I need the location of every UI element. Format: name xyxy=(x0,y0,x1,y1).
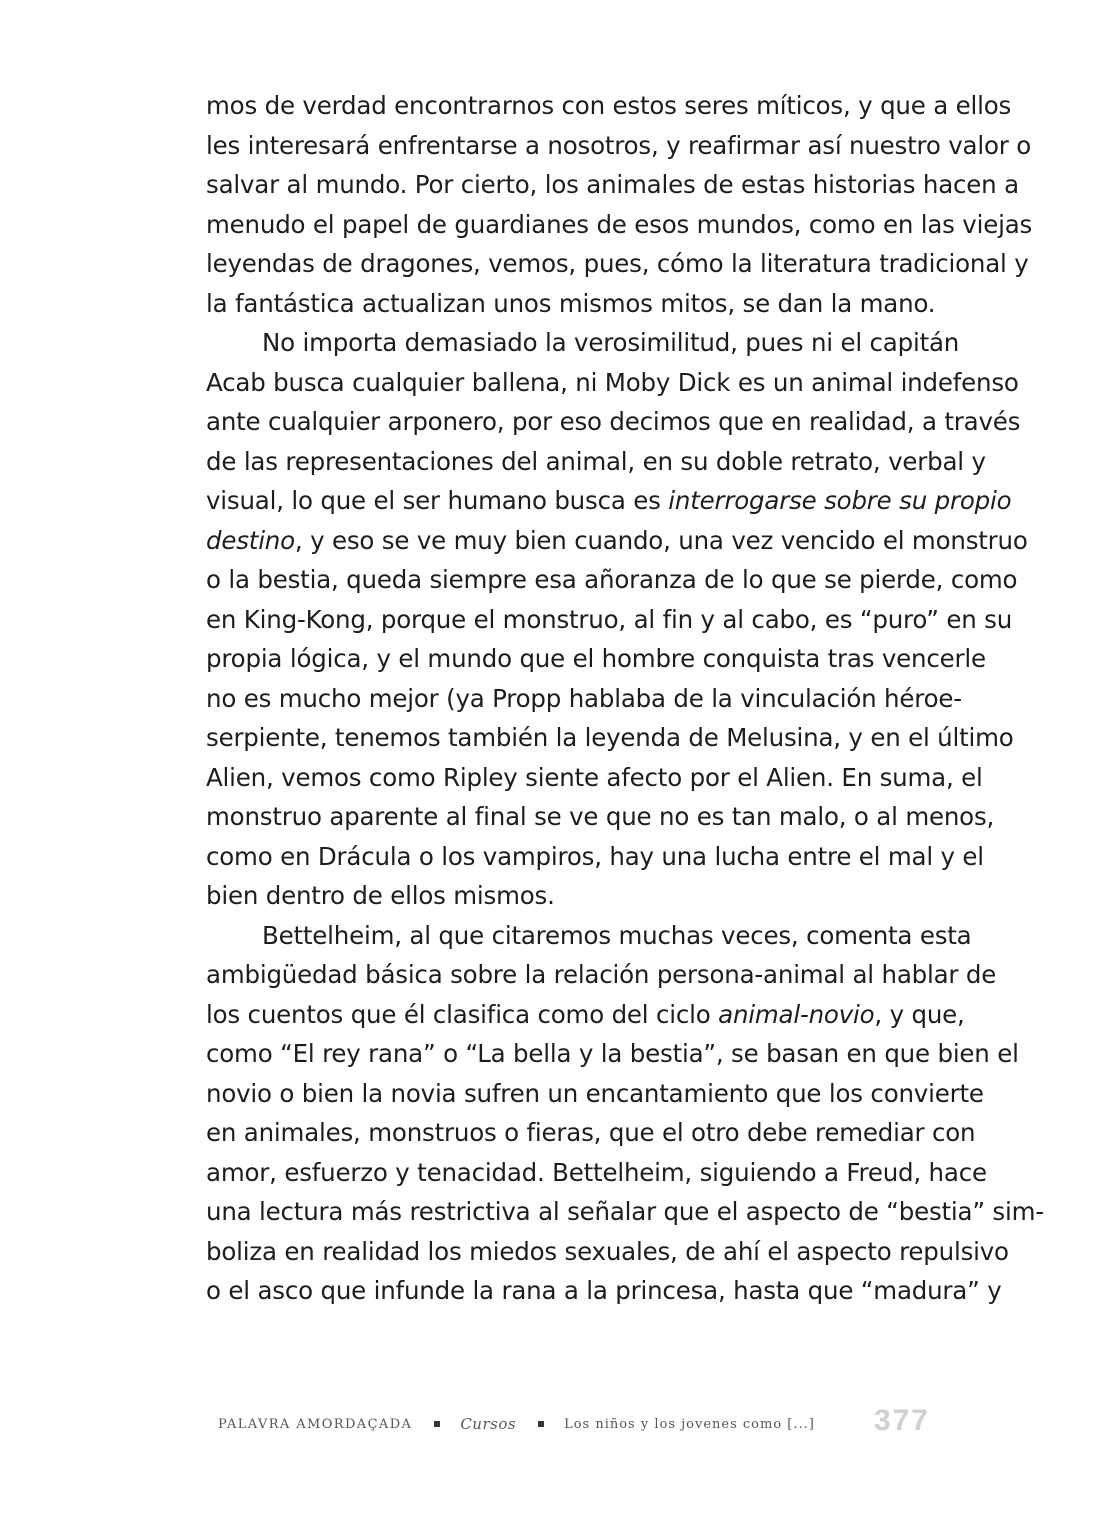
text-line: o la bestia, queda siempre esa añoranza de lo que se pierde, como xyxy=(206,565,1018,594)
text-line: salvar al mundo. Por cierto, los animales de estas historias hacen a xyxy=(206,170,1019,199)
text-line xyxy=(206,481,1012,521)
text-line xyxy=(206,521,1028,561)
text-segment: visual, lo que el ser humano busca es xyxy=(206,486,669,515)
text-line: novio o bien la novia sufren un encantamiento que los convierte xyxy=(206,1078,984,1108)
series-title: PALAVRA AMORDAÇADA xyxy=(218,1416,413,1432)
bullet-separator-icon xyxy=(434,1421,440,1427)
text-line: en animales, monstruos o fieras, que el otro debe remediar con xyxy=(206,1118,976,1147)
text-line: ante cualquier arponero, por eso decimos que en realidad, a través xyxy=(206,407,1021,436)
body-text xyxy=(206,86,1044,1311)
text-segment: , y que, xyxy=(874,999,965,1029)
text-segment: los cuentos que él clasifica como del ciclo xyxy=(206,999,719,1029)
text-line: menudo el papel de guardianes de esos mundos, como en las viejas xyxy=(206,209,1033,239)
text-segment: , y eso se ve muy bien cuando, una vez vencido el monstruo xyxy=(294,525,1028,555)
italic-phrase: interrogarse sobre su propio xyxy=(668,486,1012,515)
text-line: propia lógica, y el mundo que el hombre conquista tras vencerle xyxy=(206,644,986,673)
text-line: amor, esfuerzo y tenacidad. Bettelheim, siguiendo a Freud, hace xyxy=(206,1157,987,1187)
text-line: como “El rey rana” o “La bella y la bestia”, se basan en que bien el xyxy=(206,1039,1019,1068)
text-line: monstruo aparente al final se ve que no es tan malo, o al menos, xyxy=(206,802,995,831)
text-line: Alien, vemos como Ripley siente afecto por el Alien. En suma, el xyxy=(206,762,983,792)
chapter-title: Los niños y los jovenes como [...] xyxy=(564,1416,815,1432)
text-line: boliza en realidad los miedos sexuales, de ahí el aspecto repulsivo xyxy=(206,1236,1009,1266)
text-line: la fantástica actualizan unos mismos mitos, se dan la mano. xyxy=(206,288,936,318)
bullet-separator-icon xyxy=(538,1421,544,1427)
section-title: Cursos xyxy=(460,1415,517,1433)
text-line xyxy=(206,995,965,1035)
text-line: o el asco que infunde la rana a la princesa, hasta que “madura” y xyxy=(206,1276,1002,1305)
text-line: ambigüedad básica sobre la relación persona-animal al hablar de xyxy=(206,960,997,989)
text-line: serpiente, tenemos también la leyenda de Melusina, y en el último xyxy=(206,723,1014,752)
text-line: Bettelheim, al que citaremos muchas veces, comenta esta xyxy=(262,920,972,950)
text-line: mos de verdad encontrarnos con estos seres míticos, y que a ellos xyxy=(206,91,1012,120)
text-line: les interesará enfrentarse a nosotros, y reafirmar así nuestro valor o xyxy=(206,130,1031,160)
text-line: No importa demasiado la verosimilitud, pues ni el capitán xyxy=(262,328,960,357)
text-line: no es mucho mejor (ya Propp hablaba de la vinculación héroe- xyxy=(206,683,962,713)
text-line: leyendas de dragones, vemos, pues, cómo la literatura tradicional y xyxy=(206,249,1029,278)
text-line: bien dentro de ellos mismos. xyxy=(206,881,555,910)
italic-phrase: animal-novio xyxy=(718,999,875,1029)
running-footer xyxy=(218,1404,930,1444)
text-line: en King-Kong, porque el monstruo, al fin y al cabo, es “puro” en su xyxy=(206,604,1013,634)
text-line: de las representaciones del animal, en su doble retrato, verbal y xyxy=(206,446,986,476)
text-line: una lectura más restrictiva al señalar que el aspecto de “bestia” sim- xyxy=(206,1197,1044,1226)
page-number: 377 xyxy=(873,1404,930,1437)
italic-phrase: destino xyxy=(206,525,295,555)
text-line: Acab busca cualquier ballena, ni Moby Dick es un animal indefenso xyxy=(206,367,1019,397)
text-line: como en Drácula o los vampiros, hay una lucha entre el mal y el xyxy=(206,841,984,871)
